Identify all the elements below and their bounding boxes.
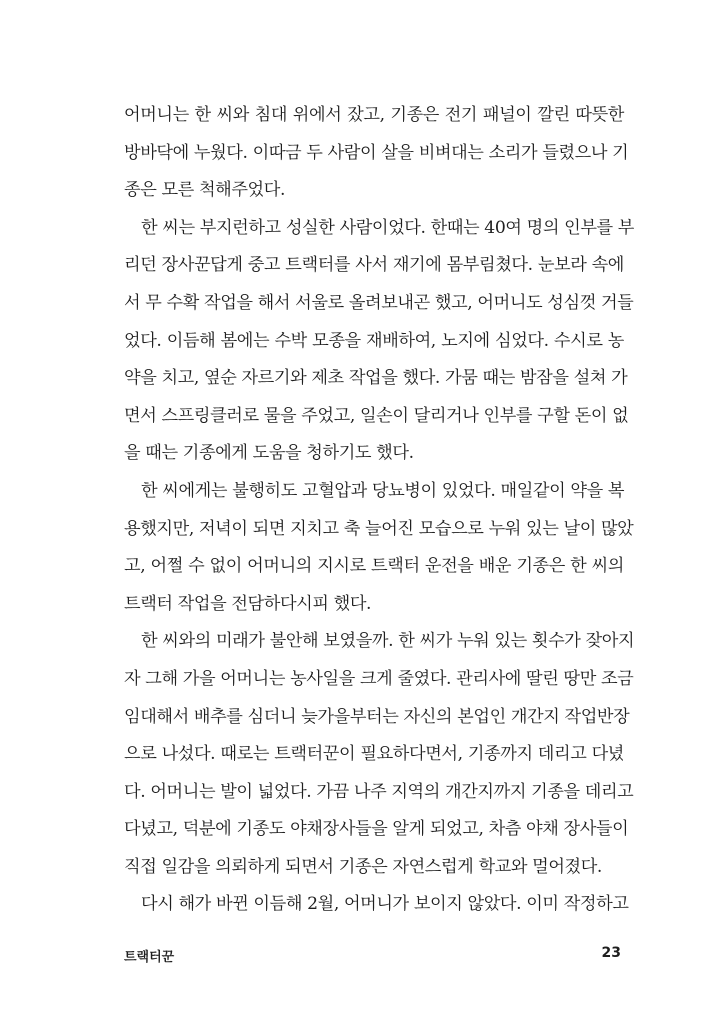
text-line: 다녔고, 덕분에 기종도 야채장사들을 알게 되었고, 차츰 야채 장사들이 <box>124 819 629 840</box>
text-line: 종은 모른 척해주었다. <box>124 180 286 201</box>
text-line: 으로 나섰다. 때로는 트랙터꾼이 필요하다면서, 기종까지 데리고 다녔 <box>124 744 624 765</box>
text-line: 을 때는 기종에게 도움을 청하기도 했다. <box>124 443 414 464</box>
text-line: 다. 어머니는 발이 넓었다. 가끔 나주 지역의 개간지까지 기종을 데리고 <box>124 781 634 802</box>
text-line: 한 씨는 부지런하고 성실한 사람이었다. 한때는 40여 명의 인부를 부 <box>141 217 634 238</box>
text-line: 임대해서 배추를 심더니 늦가을부터는 자신의 본업인 개간지 작업반장 <box>124 706 630 727</box>
page-number: 23 <box>601 945 621 961</box>
text-line: 어머니는 한 씨와 침대 위에서 잤고, 기종은 전기 패널이 깔린 따뜻한 <box>124 105 624 125</box>
text-line: 고, 어쩔 수 없이 어머니의 지시로 트랙터 운전을 배운 기종은 한 씨의 <box>124 556 624 577</box>
running-footer-title: 트랙터꾼 <box>124 950 175 965</box>
text-line: 트랙터 작업을 전담하다시피 했다. <box>124 593 372 614</box>
text-line: 리던 장사꾼답게 중고 트랙터를 사서 재기에 몸부림쳤다. 눈보라 속에 <box>124 255 624 276</box>
text-line: 한 씨에게는 불행히도 고혈압과 당뇨병이 있었다. 매일같이 약을 복 <box>141 480 625 501</box>
text-line: 었다. 이듬해 봄에는 수박 모종을 재배하여, 노지에 심었다. 수시로 농 <box>124 330 624 351</box>
text-line: 자 그해 가을 어머니는 농사일을 크게 줄였다. 관리사에 딸린 땅만 조금 <box>124 668 634 689</box>
text-line: 방바닥에 누웠다. 이따금 두 사람이 살을 비벼대는 소리가 들렸으나 기 <box>124 142 629 163</box>
text-line: 직접 일감을 의뢰하게 되면서 기종은 자연스럽게 학교와 멀어졌다. <box>124 856 602 877</box>
text-line: 서 무 수확 작업을 해서 서울로 올려보내곤 했고, 어머니도 성심껏 거들 <box>124 292 634 313</box>
text-line: 다시 해가 바뀐 이듬해 2월, 어머니가 보이지 않았다. 이미 작정하고 <box>141 894 629 915</box>
text-line: 한 씨와의 미래가 불안해 보였을까. 한 씨가 누워 있는 횟수가 잦아지 <box>141 631 635 652</box>
text-line: 면서 스프링클러로 물을 주었고, 일손이 달리거나 인부를 구할 돈이 없 <box>124 405 629 426</box>
body-text <box>124 97 635 924</box>
text-line: 약을 치고, 옆순 자르기와 제초 작업을 했다. 가뭄 때는 밤잠을 설쳐 가 <box>124 368 628 389</box>
text-line: 용했지만, 저녁이 되면 지치고 축 늘어진 모습으로 누워 있는 날이 많았 <box>124 518 634 539</box>
